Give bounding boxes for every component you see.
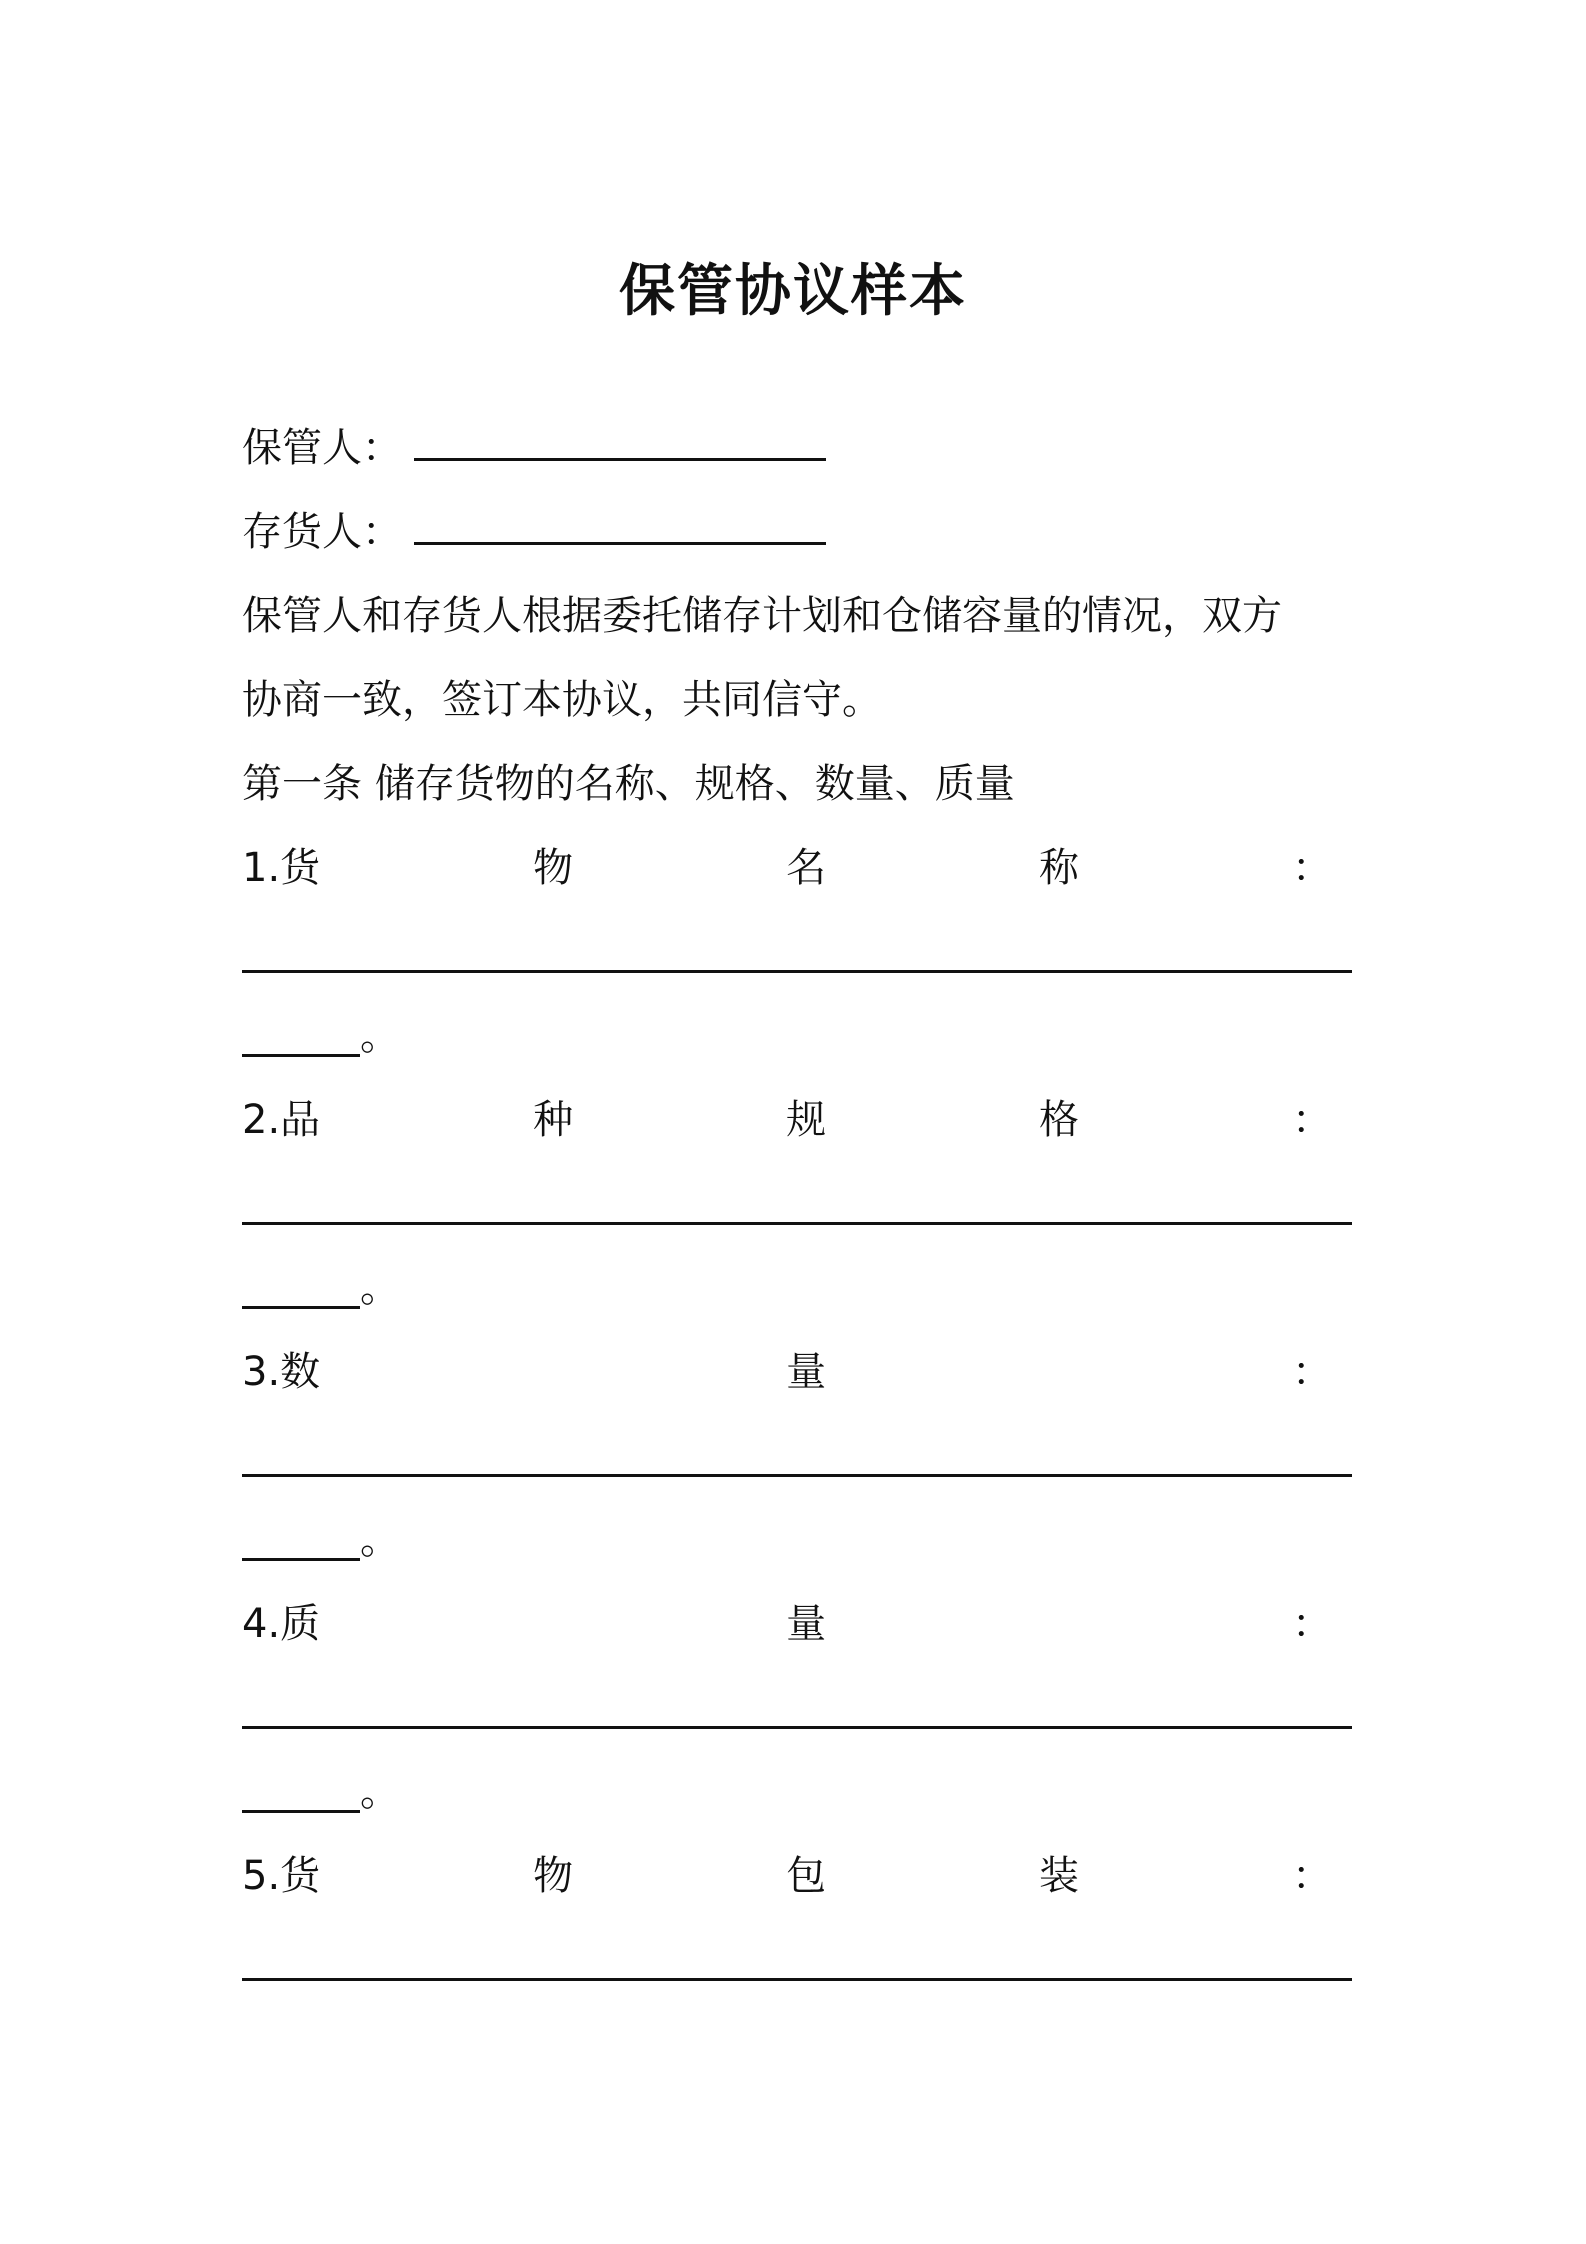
item-variety-spec (242, 1078, 1332, 1162)
item-char: 名 (786, 845, 827, 891)
item-char: ： (1291, 845, 1332, 891)
item-char: ： (1291, 1349, 1332, 1395)
quantity-blank (242, 1414, 1352, 1498)
depositor-line (242, 490, 1352, 574)
item-quality (242, 1582, 1332, 1666)
item-char: ： (1291, 1601, 1332, 1647)
quantity-blank-end (242, 1498, 1352, 1582)
document-body (242, 406, 1352, 2002)
end-mark: 。 (360, 1265, 400, 1311)
item-char: ： (1291, 1097, 1332, 1143)
item-char: 物 (533, 1853, 574, 1899)
end-mark: 。 (360, 1769, 400, 1815)
variety-spec-blank-end (242, 1246, 1352, 1330)
intro-paragraph-line-2: 协商一致，签订本协议，共同信守。 (242, 677, 882, 723)
item-goods-name (242, 826, 1332, 910)
depositor-blank (414, 498, 826, 545)
quality-blank (242, 1666, 1352, 1750)
custodian-blank (414, 414, 826, 461)
item-char: ： (1291, 1853, 1332, 1899)
item-char: 3.数 (242, 1349, 321, 1395)
goods-name-blank-end (242, 994, 1352, 1078)
goods-name-blank (242, 910, 1352, 994)
end-mark: 。 (360, 1517, 400, 1563)
item-char: 格 (1039, 1097, 1080, 1143)
item-char: 1.货 (242, 845, 321, 891)
item-char: 规 (786, 1097, 827, 1143)
item-char: 量 (786, 1349, 827, 1395)
variety-spec-blank (242, 1162, 1352, 1246)
item-quantity (242, 1330, 1332, 1414)
short-blank (242, 1750, 360, 1813)
end-mark: 。 (360, 1013, 400, 1059)
item-char: 4.质 (242, 1601, 321, 1647)
item-char: 包 (786, 1853, 827, 1899)
packaging-blank (242, 1918, 1352, 2002)
item-char: 种 (533, 1097, 574, 1143)
item-char: 装 (1039, 1853, 1080, 1899)
item-char: 称 (1039, 845, 1080, 891)
article-1-heading: 第一条 储存货物的名称、规格、数量、质量 (242, 761, 1015, 807)
quality-blank-end (242, 1750, 1352, 1834)
custodian-line (242, 406, 1352, 490)
document-title: 保管协议样本 (619, 259, 967, 324)
intro-paragraph-line-1: 保管人和存货人根据委托储存计划和仓储容量的情况，双方 (242, 593, 1282, 639)
item-packaging (242, 1834, 1332, 1918)
short-blank (242, 1246, 360, 1309)
item-char: 物 (533, 845, 574, 891)
custodian-label: 保管人： (242, 425, 402, 471)
short-blank (242, 1498, 360, 1561)
item-char: 量 (786, 1601, 827, 1647)
item-char: 2.品 (242, 1097, 321, 1143)
short-blank (242, 994, 360, 1057)
item-char: 5.货 (242, 1853, 321, 1899)
depositor-label: 存货人： (242, 509, 402, 555)
